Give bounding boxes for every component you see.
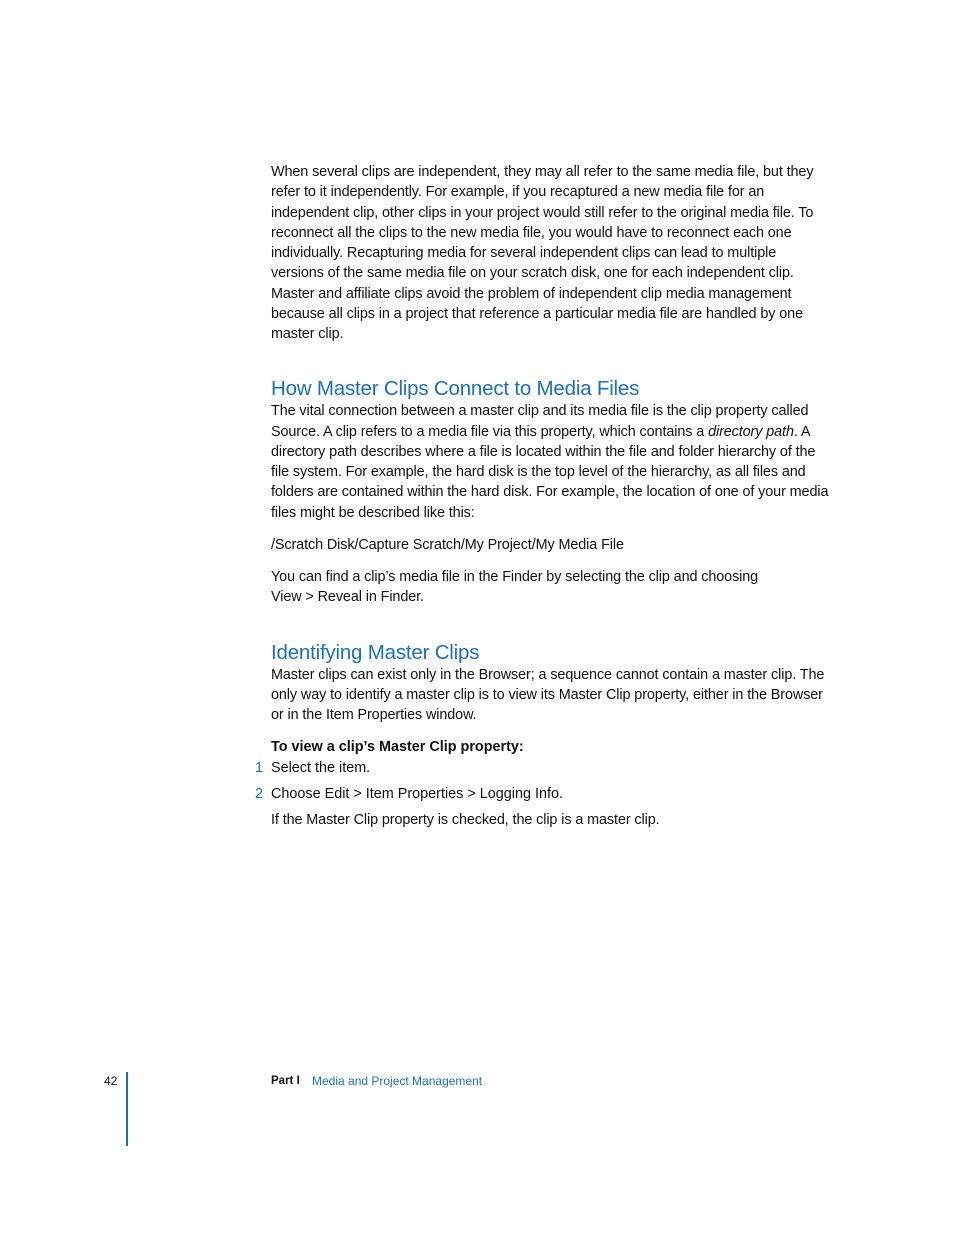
step-number: 2 — [254, 785, 263, 802]
source-text-after: . A directory path describes where a file is located within the file and folder hierarchy of the file system. For example, the hard disk is the top level of the hierarchy, as all files and folders are contained within the hard disk. For example, the location of one of your media files might be described like this: — [271, 423, 829, 521]
page-number: 42 — [104, 1074, 118, 1088]
identify-paragraph: Master clips can exist only in the Browser; a sequence cannot contain a master clip. The only way to identify a master clip is to view its Master Clip property, either in the Browser or in the Item Properties window. — [271, 666, 825, 723]
procedure-step — [254, 758, 831, 778]
part-title: Media and Project Management — [312, 1074, 483, 1088]
part-label: Part I — [271, 1075, 300, 1087]
reveal-line-2: View > Reveal in Finder. — [271, 589, 424, 606]
section-heading-master-clips-connect: How Master Clips Connect to Media Files — [271, 377, 640, 401]
intro-paragraph: When several clips are independent, they may all refer to the same media file, but they refer to it independently. For example, if you recaptured a new media file for an independent clip, other clips in your project would still refer to the original media file. To reconnect all the clips to the new media file, you would have to reconnect each one individually. Recapturing media for several independent clips can lead to multiple versions of the same media file on your scratch disk, one for each independent clip. Master and affiliate clips avoid the problem of independent clip media management because all clips in a project that reference a particular media file are handled by one master clip. — [271, 164, 814, 342]
step-number: 1 — [254, 759, 263, 776]
source-text-before: The vital connection between a master clip and its media file is the clip property called Source. A clip refers to a media file via this property, which contains a — [271, 403, 809, 440]
procedure-result: If the Master Clip property is checked, the clip is a master clip. — [271, 812, 660, 828]
path-example: /Scratch Disk/Capture Scratch/My Project/My Media File — [271, 536, 624, 553]
section-heading-identifying-master-clips: Identifying Master Clips — [271, 640, 480, 664]
page-content — [254, 162, 831, 830]
step-text: Select the item. — [271, 759, 371, 776]
directory-path-term: directory path — [708, 423, 794, 440]
reveal-line-1: You can find a clip’s media file in the Finder by selecting the clip and choosing — [271, 569, 759, 585]
procedure-step — [254, 784, 831, 804]
source-property-paragraph — [271, 401, 831, 523]
page-footer — [0, 1072, 954, 1092]
reveal-in-finder-paragraph — [271, 567, 831, 608]
step-text: Choose Edit > Item Properties > Logging Info. — [271, 785, 563, 802]
procedure-title: To view a clip’s Master Clip property: — [271, 739, 524, 756]
